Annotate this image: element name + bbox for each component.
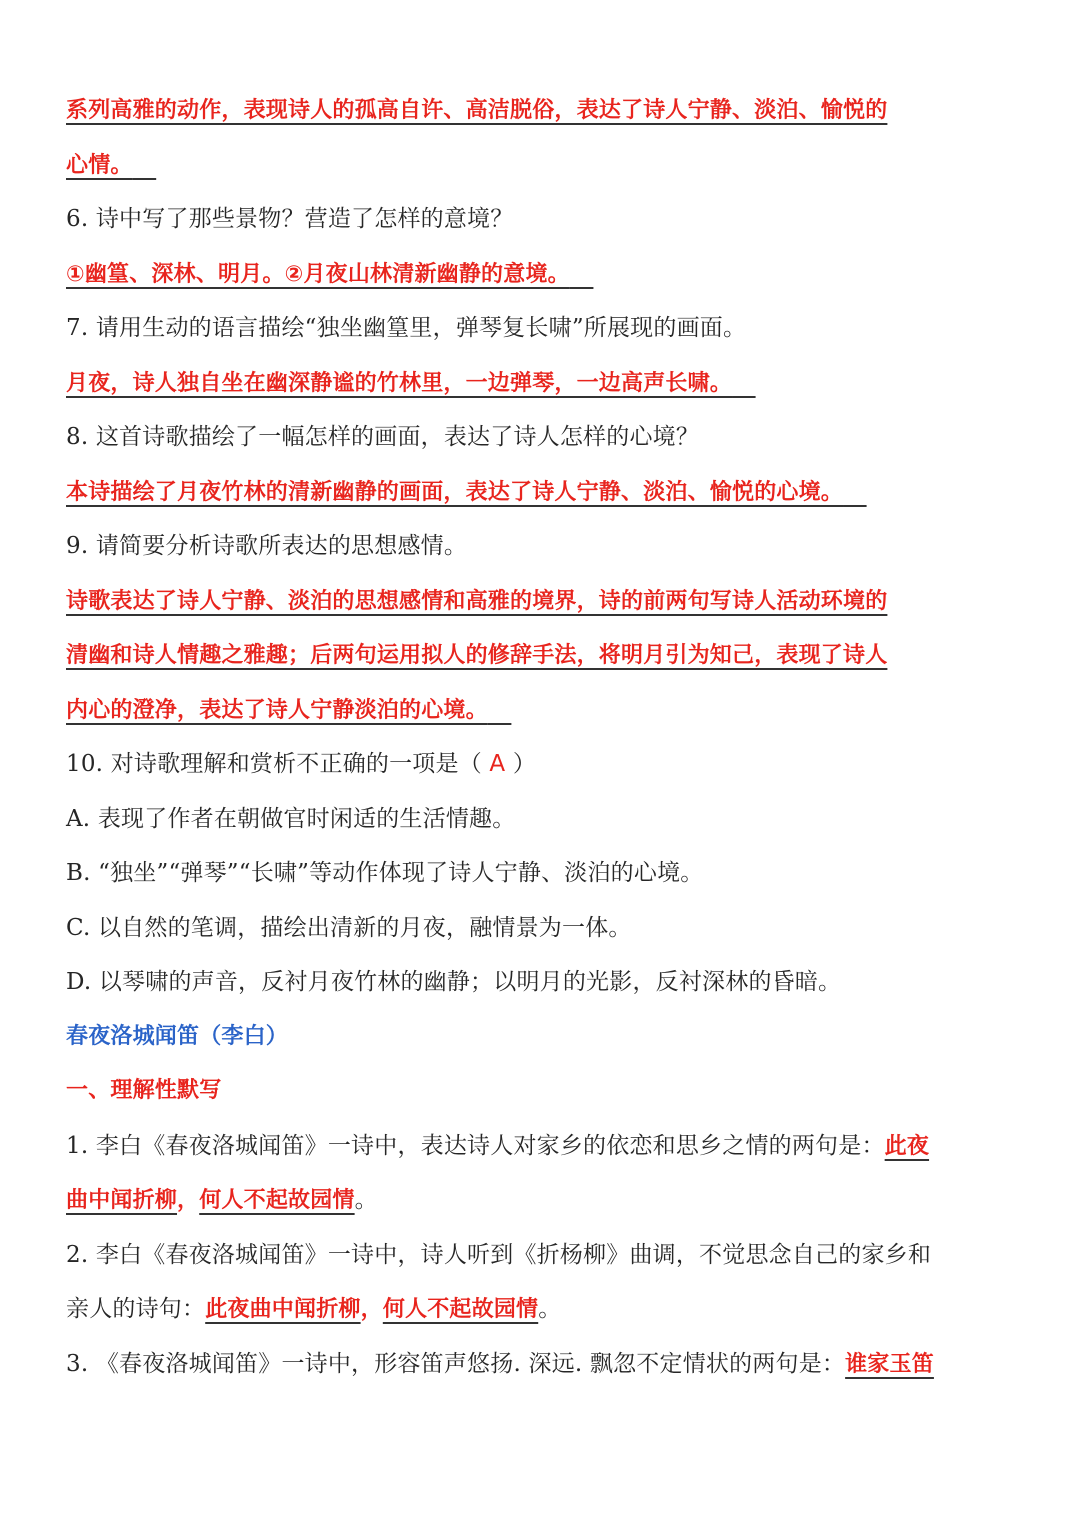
document-page [66,83,1014,1391]
question-8: 8. 这首诗歌描绘了一幅怎样的画面，表达了诗人怎样的心境？ [66,424,700,450]
answer-text: ①幽篁、深林、明月。②月夜山林清新幽静的意境。 [66,261,570,287]
answer-line-5-cont [66,83,1014,138]
answer-text: 内心的澄净，表达了诗人宁静淡泊的心境。 [66,697,488,723]
dictation-2-line-2 [66,1282,1014,1337]
option-b: B. “独坐”“弹琴”“长啸”等动作体现了诗人宁静、淡泊的心境。 [66,860,704,886]
answer-text: 月夜，诗人独自坐在幽深静谧的竹林里，一边弹琴，一边高声长啸。 [66,370,733,396]
question-10-text: 10. 对诗歌理解和赏析不正确的一项是（ [66,751,490,777]
dictation-1-line-1 [66,1119,1014,1174]
question-10-close: ） [505,751,537,777]
answer-text: 清幽和诗人情趣之雅趣；后两句运用拟人的修辞手法，将明月引为知己，表现了诗人 [66,643,888,668]
answer-9-line-3 [66,683,1014,738]
question-7: 7. 请用生动的语言描绘“独坐幽篁里，弹琴复长啸”所展现的画面。 [66,315,747,341]
answer-text: 本诗描绘了月夜竹林的清新幽静的画面，表达了诗人宁静、淡泊、愉悦的心境。 [66,479,844,505]
question-9: 9. 请简要分析诗歌所表达的思想感情。 [66,533,468,559]
question-6: 6. 诗中写了那些景物？营造了怎样的意境？ [66,206,514,232]
answer-line-5-end [66,138,1014,193]
dictation-2-answer-part-2: 何人不起故园情 [382,1297,539,1322]
dictation-2-answer-part-1: 此夜曲中闻折柳 [205,1297,361,1322]
dictation-1-separator: ， [177,1188,200,1213]
answer-7 [66,356,1014,411]
answer-text: 心情。 [66,152,133,178]
dictation-1-answer-part-2: 曲中闻折柳 [66,1188,178,1213]
dictation-2-line-1: 2. 李白《春夜洛城闻笛》一诗中，诗人听到《折杨柳》曲调，不觉思念自己的家乡和 [66,1241,932,1268]
dictation-3-line-1 [66,1337,1014,1392]
dictation-2-end: 。 [538,1296,562,1322]
dictation-1-end: 。 [354,1187,378,1213]
dictation-1-answer-part-1: 此夜 [884,1133,930,1159]
answer-text: 诗歌表达了诗人宁静、淡泊的思想感情和高雅的境界，诗的前两句写诗人活动环境的 [66,588,888,614]
dictation-1-answer-part-3: 何人不起故园情 [199,1188,355,1213]
option-c: C. 以自然的笔调，描绘出清新的月夜，融情景为一体。 [66,914,632,941]
question-10-answer: A [489,751,506,777]
dictation-1-prompt: 1. 李白《春夜洛城闻笛》一诗中，表达诗人对家乡的依恋和思乡之情的两句是： [66,1132,885,1159]
dictation-2-separator: ， [360,1297,383,1322]
answer-8 [66,465,1014,520]
option-d: D. 以琴啸的声音，反衬月夜竹林的幽静；以明月的光影，反衬深林的昏暗。 [66,969,842,995]
answer-6 [66,247,1014,302]
dictation-1-line-2 [66,1173,1014,1228]
dictation-3-answer: 谁家玉笛 [845,1351,934,1377]
dictation-2-prompt: 亲人的诗句： [66,1296,206,1322]
section-title: 一、理解性默写 [66,1078,222,1103]
question-10 [66,737,1014,792]
dictation-3-prompt: 3. 《春夜洛城闻笛》一诗中，形容笛声悠扬. 深远. 飘忽不定情状的两句是： [66,1350,846,1377]
answer-9-line-2 [66,628,1014,683]
option-a: A. 表现了作者在朝做官时闲适的生活情趣。 [66,805,516,832]
answer-text: 系列高雅的动作，表现诗人的孤高自许、高洁脱俗，表达了诗人宁静、淡泊、愉悦的 [66,98,888,123]
poem-title: 春夜洛城闻笛（李白） [66,1023,289,1049]
answer-9-line-1 [66,574,1014,629]
